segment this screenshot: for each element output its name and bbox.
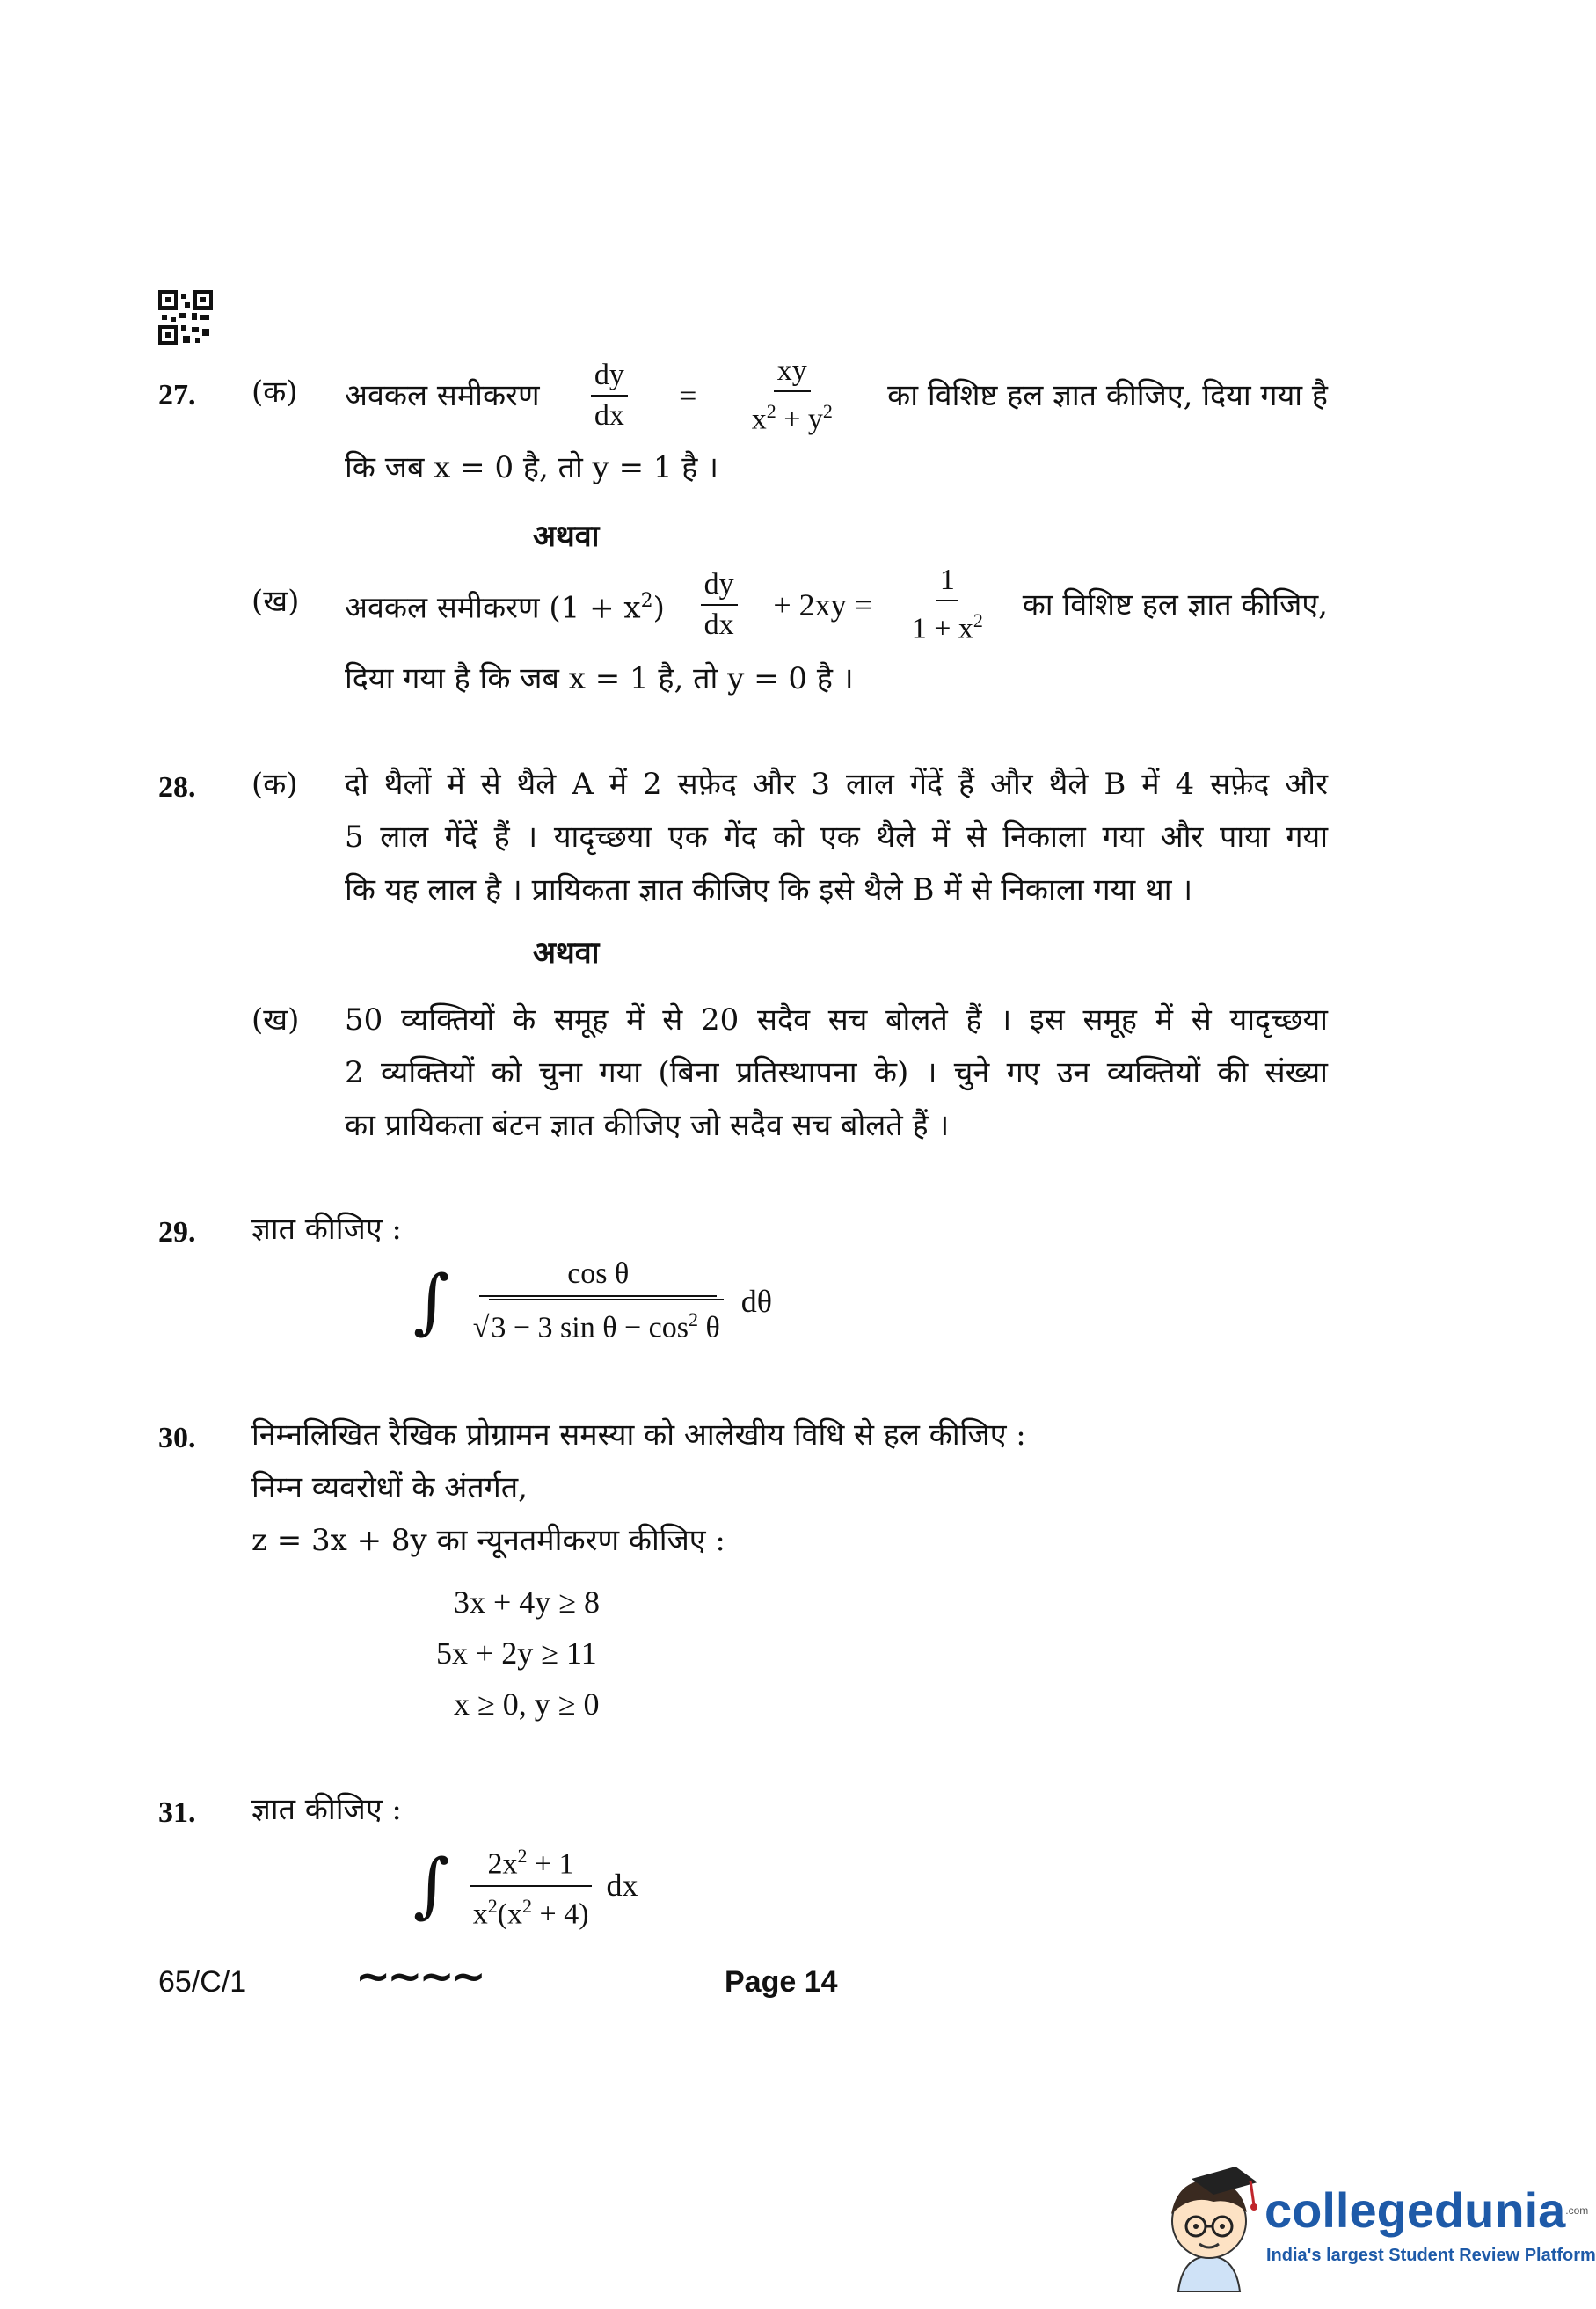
prompt: ज्ञात कीजिए : — [251, 1212, 402, 1247]
numerator — [470, 1839, 592, 1887]
paper-code: 65/C/1 — [158, 1965, 247, 1999]
page-number: Page 14 — [725, 1965, 838, 1999]
term: 1 + x — [911, 612, 973, 645]
mascot-icon — [1152, 2160, 1266, 2300]
exponent: 2 — [766, 400, 776, 423]
fraction — [748, 353, 836, 437]
question-number: 27. — [158, 379, 196, 412]
brand-name — [1264, 2182, 1588, 2239]
part-label: (ख) — [251, 1002, 300, 1038]
question-28b-line: का प्रायिकता बंटन ज्ञात कीजिए जो सदैव सच बोलते हैं । — [345, 1108, 950, 1143]
text: का विशिष्ट हल ज्ञात कीजिए, — [1022, 587, 1328, 623]
question-30-line: z = 3x + 8y का न्यूनतमीकरण कीजिए : — [251, 1523, 725, 1558]
integral-expression — [413, 1832, 638, 1938]
numerator: cos θ — [479, 1256, 717, 1297]
numerator: 1 — [936, 563, 958, 601]
question-27a-line1 — [345, 353, 1328, 438]
differential: dx — [606, 1868, 638, 1903]
fraction — [701, 567, 738, 643]
exponent: 2 — [640, 590, 653, 613]
question-number: 31. — [158, 1796, 196, 1829]
term: + 1 — [527, 1847, 574, 1880]
exponent: 2 — [517, 1844, 528, 1867]
integral-sign: ∫ — [413, 1844, 450, 1926]
question-28a-line: दो थैलों में से थैले A में 2 सफ़ेद और 3 लाल गेंदें हैं और थैले B में 4 सफ़ेद और — [345, 767, 1328, 802]
term: + 4) — [532, 1897, 589, 1931]
constraint: 3x + 4y ≥ 8 — [454, 1584, 601, 1620]
denominator — [470, 1887, 593, 1932]
exponent: 2 — [689, 1308, 698, 1331]
constraint: x ≥ 0, y ≥ 0 — [454, 1686, 600, 1722]
denominator — [470, 1297, 727, 1345]
numerator: xy — [774, 353, 811, 392]
fraction — [470, 1256, 727, 1345]
differential: dθ — [740, 1284, 773, 1319]
denominator: dx — [703, 608, 734, 641]
question-28a-line: 5 लाल गेंदें हैं । यादृच्छया एक गेंद को एक थैले में से निकाला गया और पाया गया — [345, 819, 1328, 855]
numerator: dy — [591, 358, 628, 397]
prompt: ज्ञात कीजिए : — [251, 1792, 402, 1827]
question-28a-line: कि यह लाल है । प्रायिकता ज्ञात कीजिए कि इसे थैले B में से निकाला गया था । — [345, 872, 1193, 907]
question-30-line: निम्न व्यवरोधों के अंतर्गत, — [251, 1470, 528, 1505]
brand-name-text: collegedunia — [1264, 2182, 1566, 2238]
term: + y — [776, 403, 823, 436]
exponent: 2 — [487, 1895, 498, 1917]
question-27a-line2: कि जब x = 0 है, तो y = 1 है । — [345, 450, 719, 485]
text: + 2xy = — [773, 587, 872, 623]
fraction — [470, 1839, 593, 1933]
qr-code-icon — [158, 290, 213, 345]
exponent: 2 — [522, 1895, 533, 1917]
question-28b-line: 2 व्यक्तियों को चुना गया (बिना प्रतिस्थापना के) । चुने गए उन व्यक्तियों की संख्या — [345, 1055, 1328, 1090]
term: (x — [497, 1897, 523, 1931]
or-label: अथवा — [533, 936, 600, 971]
question-27b-line2: दिया गया है कि जब x = 1 है, तो y = 0 है । — [345, 661, 854, 696]
question-number: 29. — [158, 1216, 196, 1249]
tilde-decoration: ~~~~ — [355, 1952, 483, 2001]
term: x — [472, 1897, 488, 1931]
brand-logo — [1152, 2160, 1596, 2300]
radical-sign: √ — [472, 1311, 490, 1344]
fraction — [908, 563, 987, 646]
fraction — [591, 358, 628, 433]
term: θ — [698, 1311, 720, 1344]
term: x — [751, 403, 767, 436]
or-label: अथवा — [533, 519, 600, 554]
denominator — [748, 392, 836, 437]
question-number: 28. — [158, 771, 196, 804]
part-label: (ख) — [251, 584, 300, 619]
exponent: 2 — [822, 400, 833, 423]
brand-domain: .com — [1565, 2204, 1589, 2217]
equals: = — [679, 378, 697, 413]
question-28b-line: 50 व्यक्तियों के समूह में से 20 सदैव सच बोलते हैं । इस समूह में से यादृच्छया — [345, 1002, 1328, 1038]
term: ) — [652, 590, 665, 626]
question-27b-line1 — [345, 563, 1328, 647]
term: अवकल समीकरण (1 + x — [345, 590, 641, 626]
part-label: (क) — [251, 375, 298, 410]
term: 3 − 3 sin θ − cos — [491, 1311, 689, 1344]
brand-tagline: India's largest Student Review Platform — [1266, 2246, 1596, 2265]
integral-expression — [413, 1249, 772, 1354]
question-number: 30. — [158, 1422, 196, 1454]
text — [345, 582, 665, 627]
integral-sign: ∫ — [413, 1260, 450, 1342]
exponent: 2 — [973, 609, 983, 632]
denominator: dx — [594, 399, 624, 432]
text: अवकल समीकरण — [345, 378, 540, 413]
term: 2x — [487, 1847, 518, 1880]
radicand — [489, 1299, 723, 1345]
constraint: 5x + 2y ≥ 11 — [436, 1635, 597, 1671]
denominator — [908, 601, 987, 646]
text: का विशिष्ट हल ज्ञात कीजिए, दिया गया है — [887, 378, 1328, 413]
part-label: (क) — [251, 767, 298, 802]
numerator: dy — [701, 567, 738, 606]
question-30-line: निम्नलिखित रैखिक प्रोग्रामन समस्या को आलेखीय विधि से हल कीजिए : — [251, 1417, 1026, 1453]
